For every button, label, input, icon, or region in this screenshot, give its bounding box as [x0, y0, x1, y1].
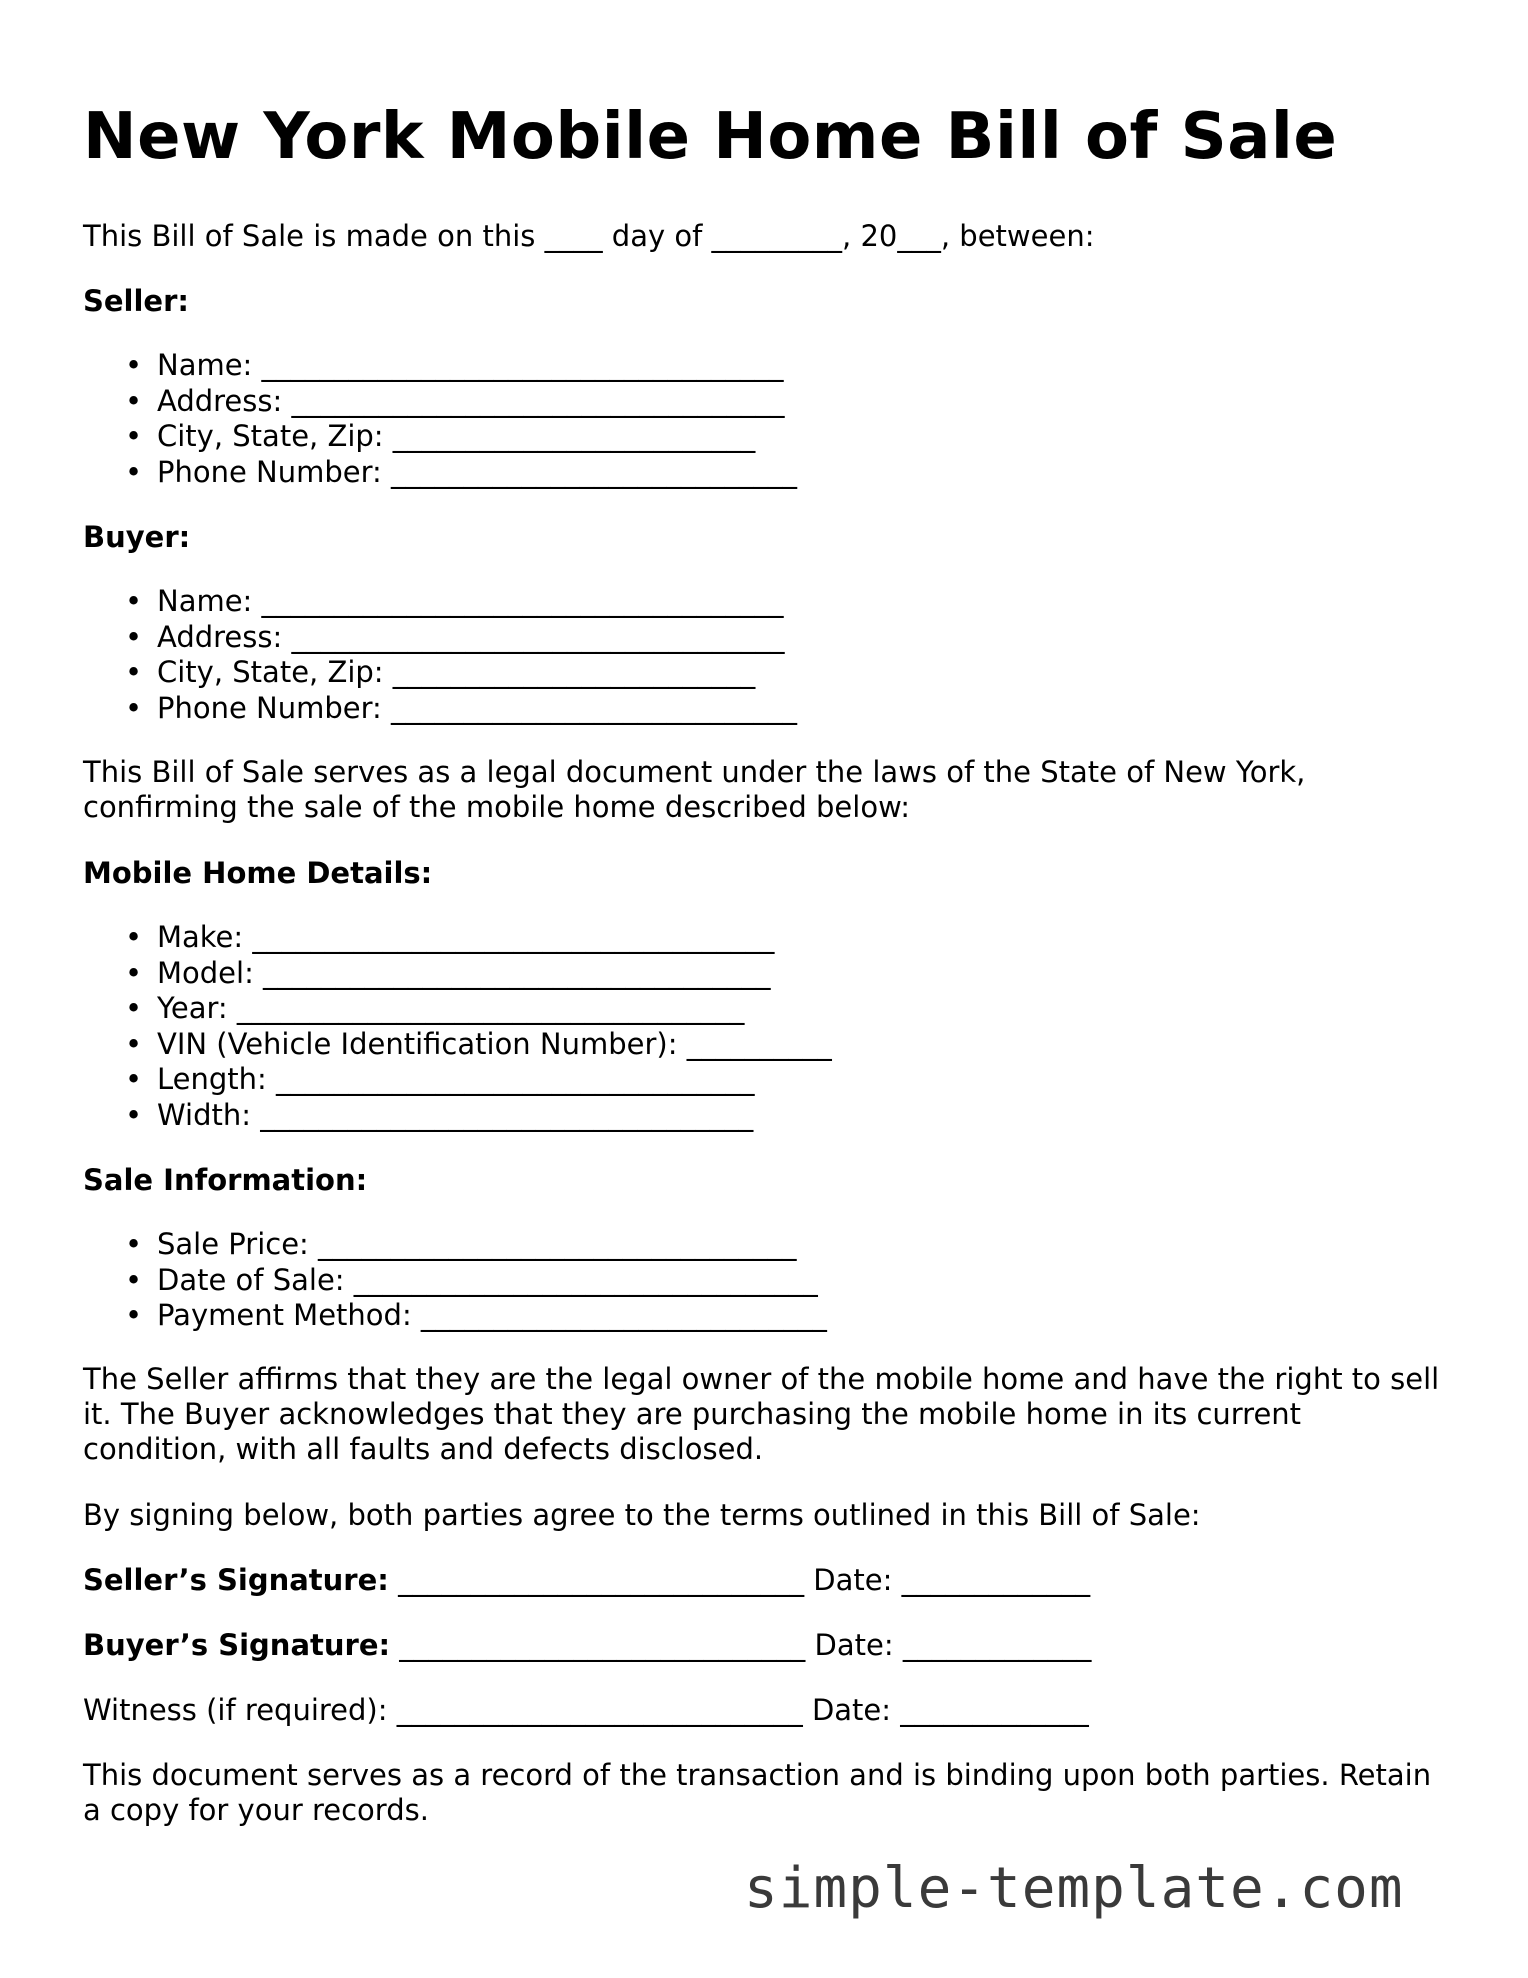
buyer-fields-list	[83, 584, 797, 726]
mobile-home-heading: Mobile Home Details:	[83, 856, 433, 890]
seller-address-field: • Address: __________________________________	[125, 383, 785, 418]
bullet-icon: •	[125, 383, 143, 418]
bullet-icon: •	[125, 920, 143, 954]
bullet-icon: •	[125, 1298, 143, 1332]
buyer-address-field: • Address: __________________________________	[125, 619, 785, 654]
legal-paragraph: This Bill of Sale serves as a legal document under the laws of the State of New York, confirming the sale of the mobile home described below:	[83, 755, 1306, 824]
buyer-city-state-zip-field: • City, State, Zip: _________________________	[125, 655, 756, 689]
payment-method-field: • Payment Method: ____________________________	[125, 1298, 827, 1332]
bullet-icon: •	[125, 655, 143, 689]
buyer-signature-blank: ____________________________ Date: _____________	[390, 1628, 1092, 1662]
buyer-signature-line	[83, 1628, 1091, 1663]
seller-phone-field: • Phone Number: ____________________________	[125, 454, 798, 489]
affirmation-paragraph: The Seller affirms that they are the legal owner of the mobile home and have the right to sell it. The Buyer acknowledges that they are purchasing the mobile home in its current condition, with all faults and defects disclosed.	[83, 1362, 1440, 1466]
seller-name-field: • Name: ____________________________________	[125, 348, 784, 382]
bullet-icon: •	[125, 348, 143, 382]
vin-field: • VIN (Vehicle Identification Number): __________	[125, 1026, 832, 1061]
bullet-icon: •	[125, 1262, 143, 1297]
model-field: • Model: ___________________________________	[125, 955, 771, 990]
bullet-icon: •	[125, 454, 143, 489]
bullet-icon: •	[125, 1227, 143, 1261]
make-field: • Make: ____________________________________	[125, 920, 775, 954]
sale-info-heading: Sale Information:	[83, 1163, 368, 1197]
bullet-icon: •	[125, 1062, 143, 1096]
buyer-name-field: • Name: ____________________________________	[125, 584, 784, 618]
buyer-heading: Buyer:	[83, 520, 191, 554]
intro-line: This Bill of Sale is made on this ____ day of _________, 20___, between:	[83, 219, 1095, 253]
witness-signature-line: Witness (if required): ____________________________ Date: _____________	[83, 1693, 1089, 1727]
bullet-icon: •	[125, 619, 143, 654]
bullet-icon: •	[125, 955, 143, 990]
seller-heading: Seller:	[83, 284, 190, 318]
width-field: • Width: __________________________________	[125, 1097, 754, 1132]
bullet-icon: •	[125, 1026, 143, 1061]
closing-paragraph: This document serves as a record of the transaction and is binding upon both parties. Retain a copy for your records.	[83, 1758, 1432, 1827]
seller-signature-label: Seller’s Signature:	[83, 1563, 389, 1597]
page-title: New York Mobile Home Bill of Sale	[83, 100, 1338, 174]
bullet-icon: •	[125, 584, 143, 618]
seller-city-state-zip-field: • City, State, Zip: _________________________	[125, 419, 756, 453]
bullet-icon: •	[125, 419, 143, 453]
bullet-icon: •	[125, 690, 143, 725]
buyer-signature-label: Buyer’s Signature:	[83, 1628, 391, 1662]
watermark-text: simple-template.com	[744, 1856, 1404, 1921]
seller-signature-blank: ____________________________ Date: _____________	[388, 1563, 1091, 1597]
length-field: • Length: _________________________________	[125, 1062, 755, 1096]
bullet-icon: •	[125, 991, 143, 1025]
mobile-home-fields-list	[83, 920, 832, 1133]
seller-fields-list	[83, 348, 797, 490]
agreement-line: By signing below, both parties agree to the terms outlined in this Bill of Sale:	[83, 1498, 1201, 1532]
date-of-sale-field: • Date of Sale: ________________________________	[125, 1262, 818, 1297]
year-field: • Year: ___________________________________	[125, 991, 745, 1025]
bullet-icon: •	[125, 1097, 143, 1132]
sale-info-fields-list	[83, 1227, 827, 1334]
sale-price-field: • Sale Price: _________________________________	[125, 1227, 797, 1261]
seller-signature-line	[83, 1563, 1090, 1598]
buyer-phone-field: • Phone Number: ____________________________	[125, 690, 798, 725]
